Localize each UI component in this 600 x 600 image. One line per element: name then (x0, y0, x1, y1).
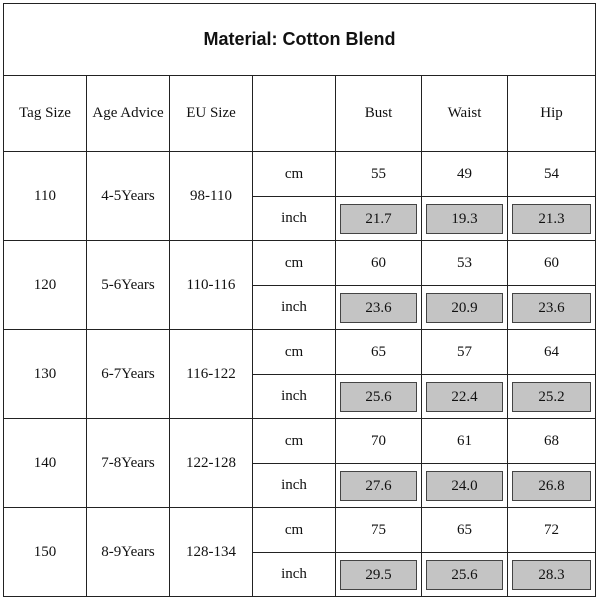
waist-cm-cell: 57 (422, 330, 508, 375)
bust-cm-cell: 70 (336, 419, 422, 464)
bust-inch-cell (336, 375, 422, 419)
header-row (4, 76, 596, 152)
size-row-cm (4, 419, 596, 464)
hip-inch-cell (508, 464, 596, 508)
header-age-advice: Age Advice (87, 76, 170, 152)
hip-inch-cell (508, 375, 596, 419)
unit-cm-label: cm (253, 152, 336, 197)
size-row-cm (4, 330, 596, 375)
bust-inch-cell (336, 286, 422, 330)
unit-inch-label: inch (253, 553, 336, 597)
bust-cm-cell: 55 (336, 152, 422, 197)
unit-inch-label: inch (253, 375, 336, 419)
header-waist: Waist (422, 76, 508, 152)
waist-inch-cell (422, 197, 508, 241)
bust-cm-cell: 75 (336, 508, 422, 553)
size-row-cm (4, 241, 596, 286)
waist-inch-cell-value: 22.4 (426, 382, 503, 412)
header-hip: Hip (508, 76, 596, 152)
unit-inch-label: inch (253, 464, 336, 508)
size-chart-table (3, 3, 596, 597)
waist-inch-cell (422, 464, 508, 508)
waist-inch-cell (422, 286, 508, 330)
header-unit (253, 76, 336, 152)
waist-inch-cell-value: 19.3 (426, 204, 503, 234)
size-row-cm (4, 508, 596, 553)
hip-inch-cell-value: 28.3 (512, 560, 591, 590)
title-row (4, 4, 596, 76)
unit-inch-label: inch (253, 286, 336, 330)
bust-cm-cell: 60 (336, 241, 422, 286)
hip-inch-cell (508, 197, 596, 241)
header-tag-size: Tag Size (4, 76, 87, 152)
eu-size-cell: 98-110 (170, 152, 253, 241)
table-title: Material: Cotton Blend (4, 4, 596, 76)
tag-size-cell: 140 (4, 419, 87, 508)
bust-inch-cell-value: 21.7 (340, 204, 417, 234)
bust-cm-cell: 65 (336, 330, 422, 375)
hip-cm-cell: 54 (508, 152, 596, 197)
unit-cm-label: cm (253, 330, 336, 375)
tag-size-cell: 120 (4, 241, 87, 330)
eu-size-cell: 110-116 (170, 241, 253, 330)
age-advice-cell: 5-6Years (87, 241, 170, 330)
bust-inch-cell (336, 197, 422, 241)
hip-cm-cell: 60 (508, 241, 596, 286)
hip-inch-cell (508, 553, 596, 597)
header-bust: Bust (336, 76, 422, 152)
age-advice-cell: 4-5Years (87, 152, 170, 241)
waist-inch-cell-value: 20.9 (426, 293, 503, 323)
size-row-cm (4, 152, 596, 197)
bust-inch-cell-value: 29.5 (340, 560, 417, 590)
waist-cm-cell: 65 (422, 508, 508, 553)
eu-size-cell: 116-122 (170, 330, 253, 419)
header-eu-size: EU Size (170, 76, 253, 152)
tag-size-cell: 110 (4, 152, 87, 241)
bust-inch-cell (336, 553, 422, 597)
hip-inch-cell-value: 21.3 (512, 204, 591, 234)
bust-inch-cell-value: 25.6 (340, 382, 417, 412)
waist-inch-cell (422, 553, 508, 597)
hip-inch-cell (508, 286, 596, 330)
unit-cm-label: cm (253, 419, 336, 464)
age-advice-cell: 7-8Years (87, 419, 170, 508)
waist-inch-cell-value: 25.6 (426, 560, 503, 590)
bust-inch-cell-value: 23.6 (340, 293, 417, 323)
hip-inch-cell-value: 26.8 (512, 471, 591, 501)
age-advice-cell: 6-7Years (87, 330, 170, 419)
tag-size-cell: 130 (4, 330, 87, 419)
hip-inch-cell-value: 25.2 (512, 382, 591, 412)
hip-cm-cell: 68 (508, 419, 596, 464)
age-advice-cell: 8-9Years (87, 508, 170, 597)
waist-cm-cell: 61 (422, 419, 508, 464)
unit-inch-label: inch (253, 197, 336, 241)
tag-size-cell: 150 (4, 508, 87, 597)
waist-inch-cell-value: 24.0 (426, 471, 503, 501)
bust-inch-cell-value: 27.6 (340, 471, 417, 501)
hip-cm-cell: 64 (508, 330, 596, 375)
waist-inch-cell (422, 375, 508, 419)
unit-cm-label: cm (253, 241, 336, 286)
eu-size-cell: 128-134 (170, 508, 253, 597)
waist-cm-cell: 53 (422, 241, 508, 286)
hip-inch-cell-value: 23.6 (512, 293, 591, 323)
bust-inch-cell (336, 464, 422, 508)
eu-size-cell: 122-128 (170, 419, 253, 508)
unit-cm-label: cm (253, 508, 336, 553)
waist-cm-cell: 49 (422, 152, 508, 197)
hip-cm-cell: 72 (508, 508, 596, 553)
